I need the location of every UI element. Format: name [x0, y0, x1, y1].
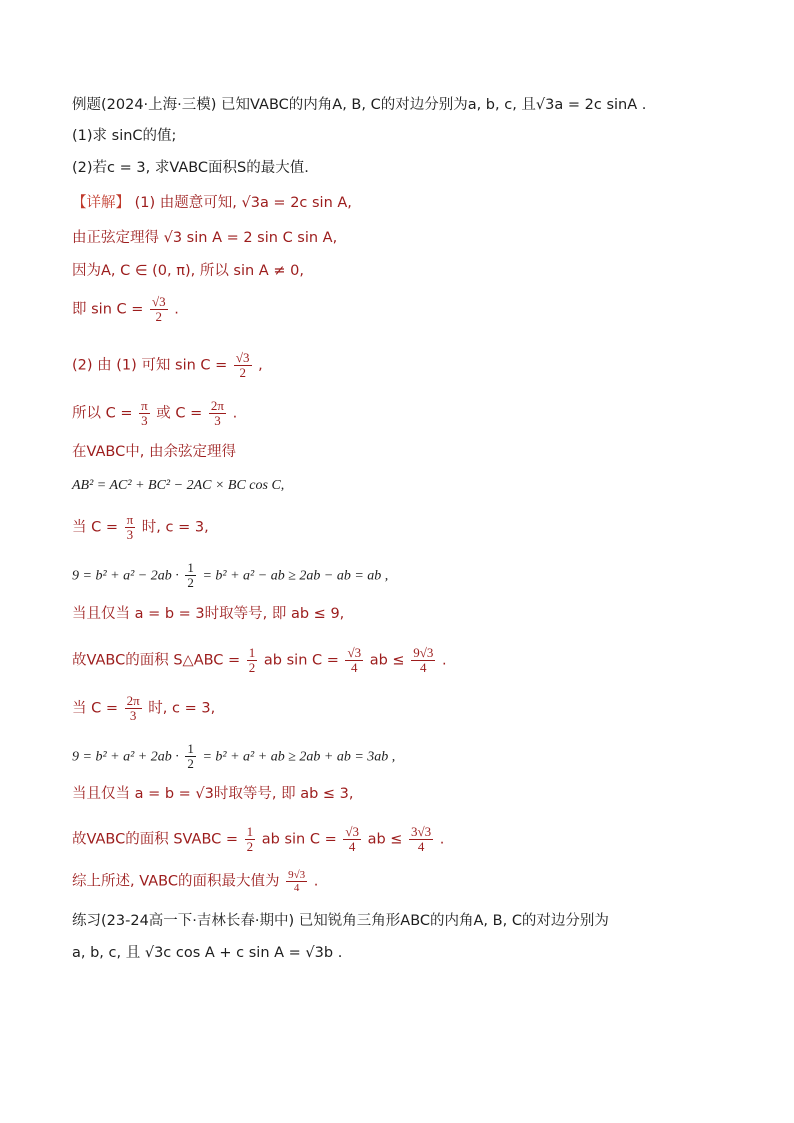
formula-lead: (2) 由 (1) 可知 sin C =	[72, 357, 228, 374]
fraction-numerator: 1	[187, 741, 194, 756]
case2-equality: 当且仅当 a = b = √3时取等号, 即 ab ≤ 3,	[72, 786, 354, 802]
fraction-denominator: 2	[246, 839, 254, 854]
formula-mid: ab ≤	[367, 831, 403, 848]
formula-lead: 综上所述, VABC的面积最大值为	[72, 873, 280, 890]
formula-tail: 时, c = 3,	[148, 700, 216, 717]
fraction	[139, 399, 150, 428]
fraction-numerator: 1	[187, 560, 194, 575]
case1-condition	[72, 513, 209, 542]
case1-area	[72, 646, 447, 675]
fraction-numerator: 1	[248, 645, 256, 660]
fraction-numerator: √3	[345, 824, 359, 839]
case1-equality: 当且仅当 a = b = 3时取等号, 即 ab ≤ 9,	[72, 606, 345, 622]
fraction-numerator: √3	[151, 294, 166, 309]
formula-tail: = b² + a² − ab ≥ 2ab − ab = ab ,	[202, 568, 389, 584]
question-2: (2)若c = 3, 求VABC面积S的最大值.	[72, 160, 309, 176]
formula-tail: .	[232, 405, 238, 422]
formula-tail: .	[439, 831, 445, 848]
formula-mid: 或 C =	[156, 405, 203, 422]
fraction	[185, 742, 196, 771]
solution-part1-line3: 因为A, C ∈ (0, π), 所以 sin A ≠ 0,	[72, 263, 304, 279]
formula-mid: ab ≤	[369, 652, 405, 669]
formula-lead: 即 sin C =	[72, 301, 144, 318]
fraction	[185, 561, 196, 590]
fraction	[247, 646, 258, 675]
formula-lead: 故VABC的面积 S△ABC =	[72, 652, 241, 669]
fraction	[209, 399, 226, 428]
fraction	[234, 351, 252, 380]
fraction-denominator: 4	[293, 882, 300, 894]
formula-tail: ,	[258, 357, 263, 374]
fraction-numerator: 9√3	[288, 869, 306, 881]
problem-statement: 例题(2024·上海·三模) 已知VABC的内角A, B, C的对边分别为a, b, c, 且√3a = 2c sinA .	[72, 97, 647, 113]
fraction	[345, 646, 363, 675]
fraction	[150, 295, 168, 324]
fraction-denominator: 2	[187, 575, 194, 590]
fraction-numerator: √3	[235, 350, 250, 365]
solution-part2-line3: 在VABC中, 由余弦定理得	[72, 444, 236, 460]
fraction-numerator: 9√3	[413, 645, 434, 660]
solution-part1-line1	[72, 193, 352, 213]
fraction-denominator: 3	[141, 413, 148, 428]
formula-lead: 9 = b² + a² + 2ab ·	[72, 749, 179, 765]
fraction-denominator: 2	[239, 365, 246, 380]
formula-mid: ab sin C =	[261, 831, 337, 848]
fraction-numerator: 2π	[126, 693, 140, 708]
cosine-law-formula: AB² = AC² + BC² − 2AC × BC cos C,	[72, 478, 285, 493]
solution-tag: 【详解】	[72, 195, 130, 211]
formula-tail: .	[174, 301, 179, 318]
fraction-denominator: 2	[187, 756, 194, 771]
fraction	[411, 646, 435, 675]
formula-tail: = b² + a² + ab ≥ 2ab + ab = 3ab ,	[202, 749, 396, 765]
fraction-numerator: 3√3	[411, 824, 432, 839]
case2-area	[72, 825, 444, 854]
formula-lead: 当 C =	[72, 700, 118, 717]
formula-lead: 故VABC的面积 SVABC =	[72, 831, 239, 848]
exercise-line1: 练习(23-24高一下·吉林长春·期中) 已知锐角三角形ABC的内角A, B, C的对边分别为	[72, 913, 609, 929]
fraction-denominator: 2	[155, 309, 163, 324]
solution-part1-line1-text: (1) 由题意可知, √3a = 2c sin A,	[134, 195, 352, 211]
fraction-numerator: 1	[246, 824, 254, 839]
fraction-numerator: 2π	[210, 398, 224, 413]
fraction-denominator: 3	[129, 708, 137, 723]
fraction-denominator: 3	[214, 413, 221, 428]
solution-part2-line1	[72, 351, 263, 380]
fraction-denominator: 3	[126, 527, 134, 542]
fraction-denominator: 4	[351, 660, 358, 675]
case2-condition	[72, 694, 215, 723]
fraction-numerator: π	[126, 512, 134, 527]
solution-part2-line2	[72, 399, 237, 428]
fraction-numerator: √3	[347, 645, 362, 660]
fraction	[343, 825, 361, 854]
solution-part1-line2: 由正弦定理得 √3 sin A = 2 sin C sin A,	[72, 230, 338, 246]
formula-tail: 时, c = 3,	[141, 519, 209, 536]
fraction	[286, 869, 307, 894]
case1-inequality	[72, 561, 388, 590]
formula-tail: .	[313, 873, 319, 890]
formula-lead: 所以 C =	[72, 405, 133, 422]
fraction-denominator: 4	[348, 839, 356, 854]
fraction	[125, 694, 142, 723]
conclusion	[72, 869, 318, 894]
formula-lead: 当 C =	[72, 519, 118, 536]
fraction-denominator: 2	[248, 660, 256, 675]
case2-inequality	[72, 742, 395, 771]
fraction	[125, 513, 136, 542]
fraction-numerator: π	[141, 398, 148, 413]
formula-tail: .	[441, 652, 447, 669]
fraction-denominator: 4	[420, 660, 427, 675]
solution-part1-line4	[72, 295, 179, 324]
question-1: (1)求 sinC的值;	[72, 128, 177, 144]
fraction-denominator: 4	[417, 839, 425, 854]
formula-lead: 9 = b² + a² − 2ab ·	[72, 568, 179, 584]
fraction	[245, 825, 256, 854]
formula-mid: ab sin C =	[263, 652, 339, 669]
fraction	[409, 825, 433, 854]
exercise-line2: a, b, c, 且 √3c cos A + c sin A = √3b .	[72, 945, 343, 961]
